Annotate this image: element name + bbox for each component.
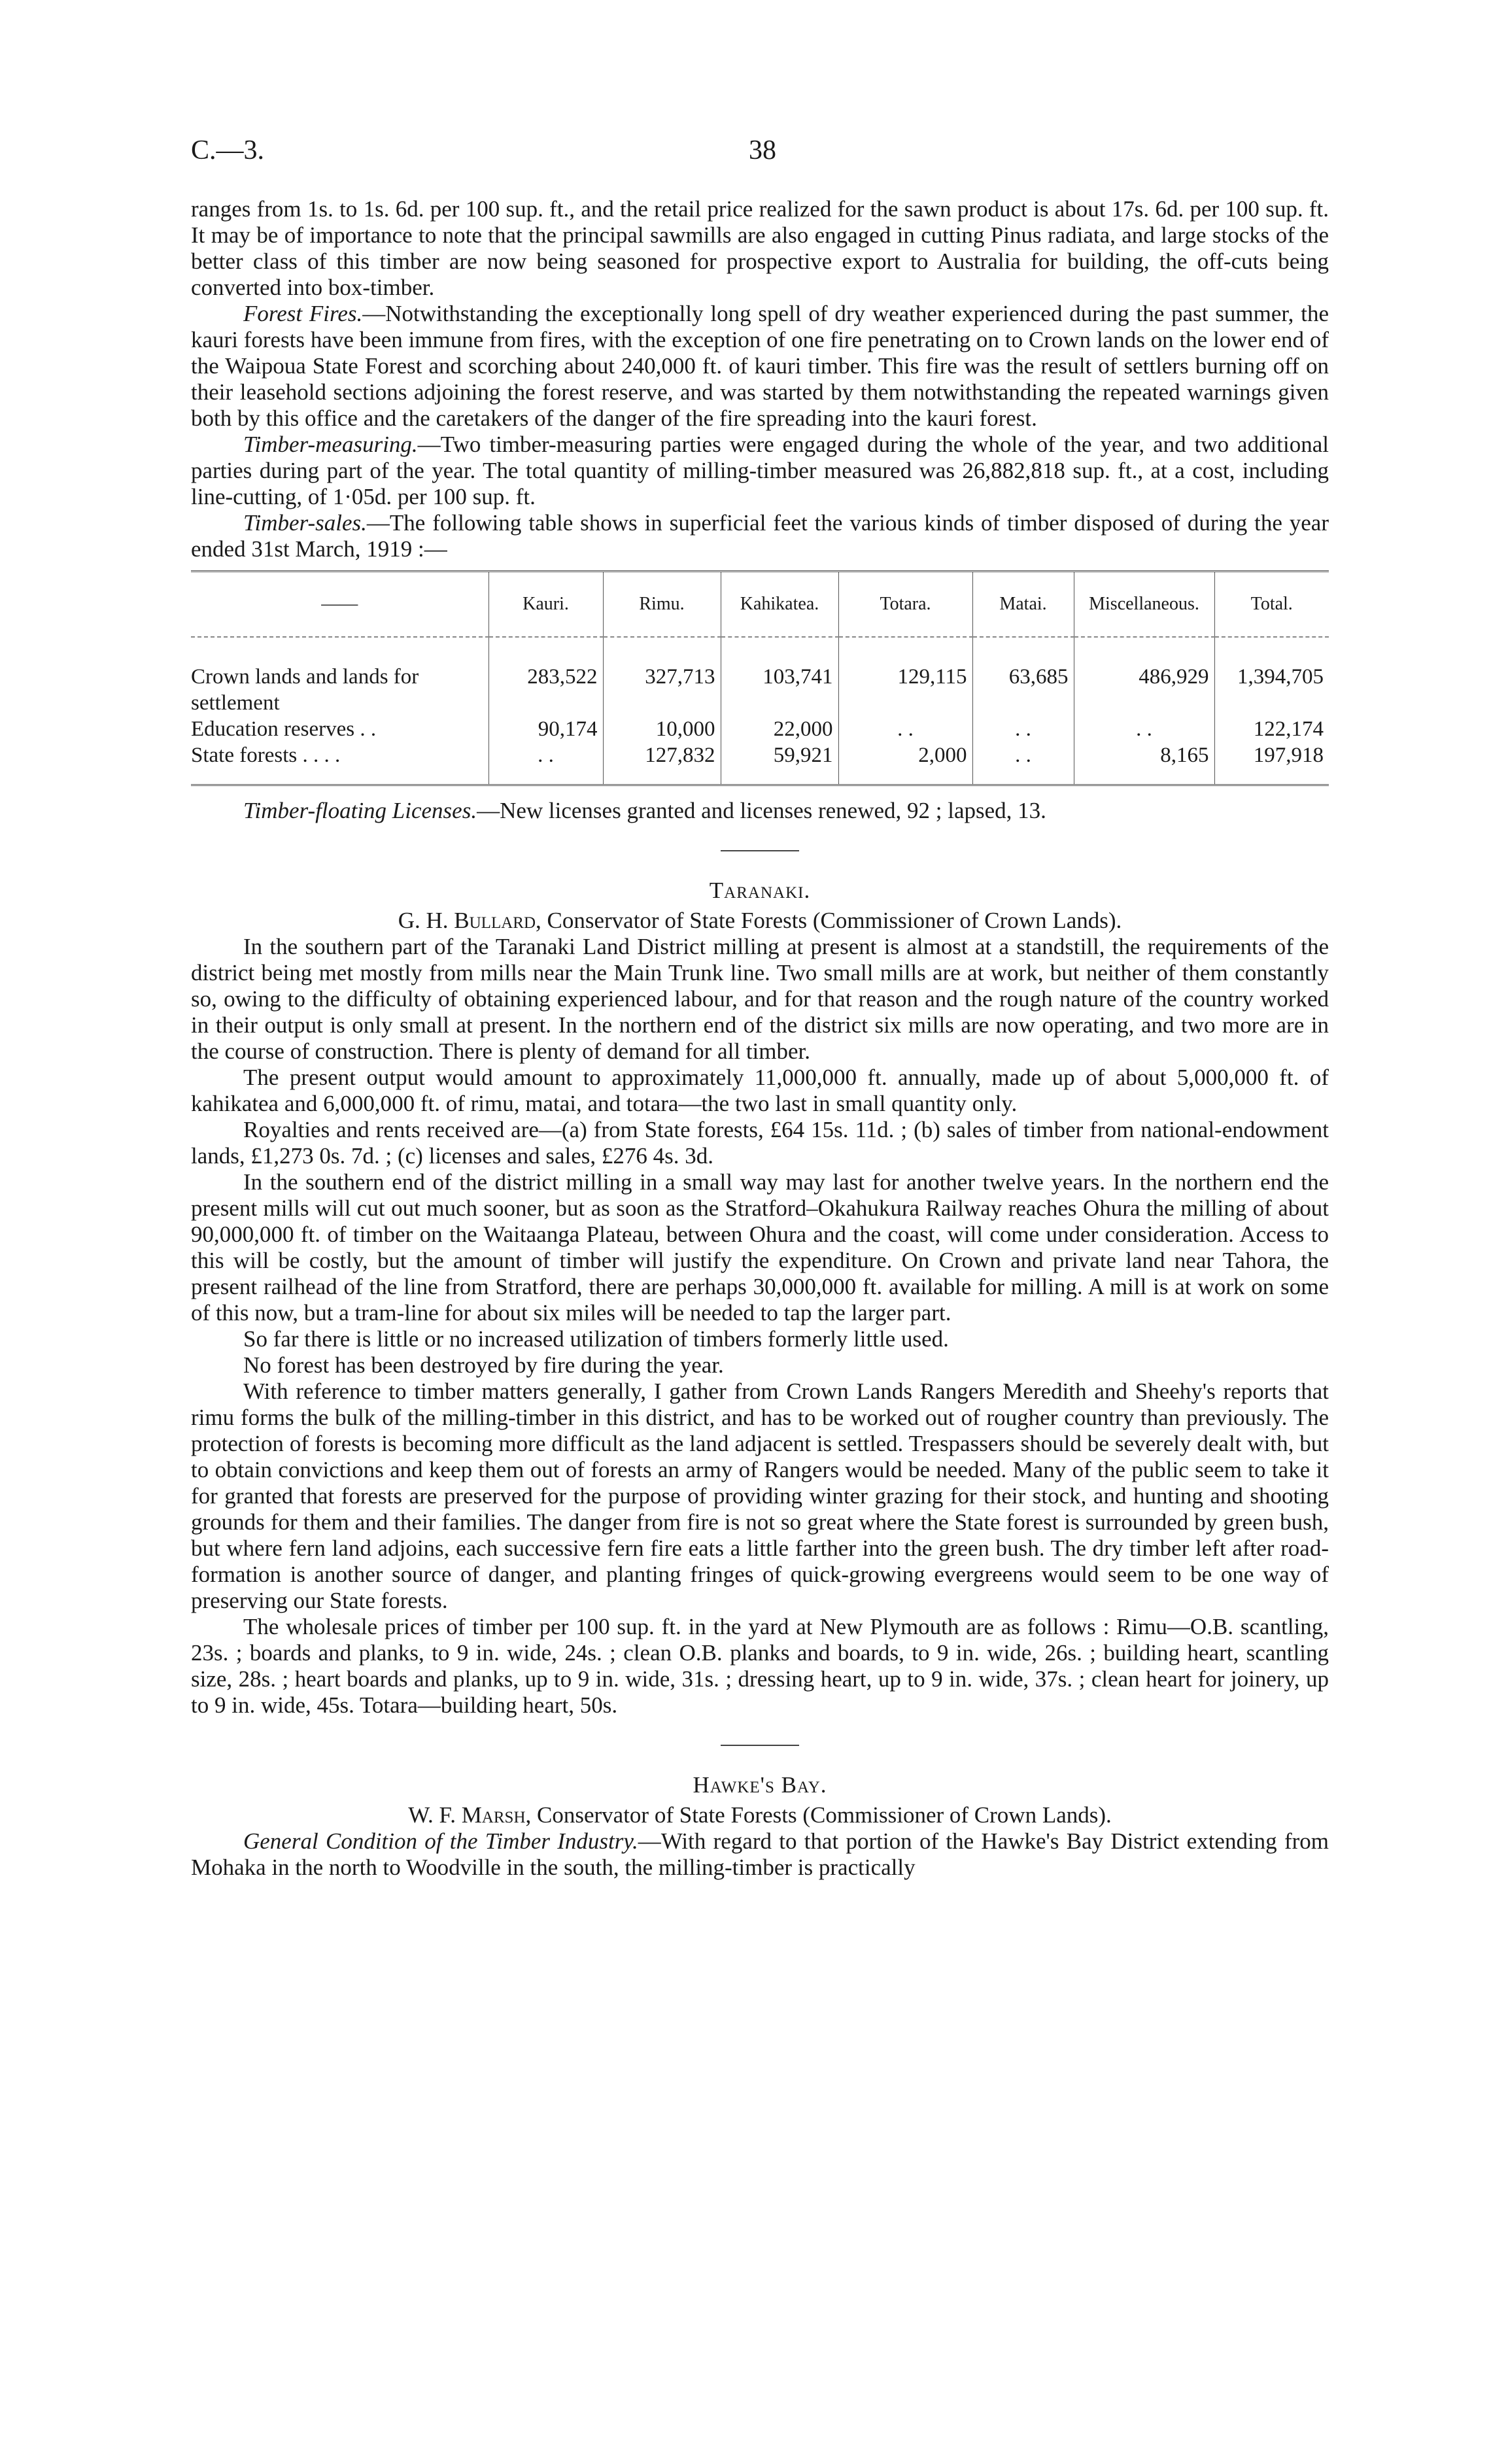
table-cell: 197,918 — [1214, 742, 1329, 785]
paragraph-text: —Two timber-measuring parties were engaged during the whole of the year, and two additional parties during part of the year. The total quantity of milling-timber measured was 26,882,818 sup. ft., at a cost, including line-cutting, of 1·05d. per 100 sup. ft. — [191, 432, 1329, 509]
paragraph-continuation: ranges from 1s. to 1s. 6d. per 100 sup. ft., and the retail price realized for the sawn product is about 17s. 6d. per 100 sup. ft. It may be of importance to note that the principal sawmills are also engaged in cutting Pinus radiata, and large stocks of the better class of this timber are now being seasoned for prospective export to Australia for building, the off-cuts being converted into box-timber. — [191, 196, 1329, 300]
paragraph-timber-measuring — [191, 432, 1329, 510]
paragraph: Royalties and rents received are—(a) from State forests, £64 15s. 11d. ; (b) sales of timber from national-endowment lands, £1,273 0s. 7d. ; (c) licenses and sales, £276 4s. 3d. — [191, 1117, 1329, 1169]
table-cell: . . — [972, 742, 1074, 785]
section-divider — [721, 850, 799, 851]
table-cell: 103,741 — [721, 664, 838, 716]
conservator-line — [191, 1802, 1329, 1828]
paragraph: In the southern part of the Taranaki Land District milling at present is almost at a standstill, the requirements of the district being met mostly from mills near the Main Trunk line. Two small mills are at work, but neither of them constantly so, owing to the difficulty of obtaining experienced labour, and for that reason and the rough nature of the country worked in their output is only small at present. In the northern end of the district six mills are now operating, and two more are in the course of construction. There is plenty of demand for all timber. — [191, 934, 1329, 1064]
table-cell: 59,921 — [721, 742, 838, 785]
conservator-name: W. F. Marsh — [408, 1802, 526, 1828]
table-header: Miscellaneous. — [1074, 572, 1214, 638]
table-cell: Education reserves . . — [191, 717, 377, 741]
table-cell: . . — [972, 716, 1074, 742]
table-cell: Crown lands and lands for settlement — [191, 665, 419, 715]
paragraph: The present output would amount to approximately 11,000,000 ft. annually, made up of about 5,000,000 ft. of kahikatea and 6,000,000 ft. of rimu, matai, and totara—the two last in small quantity only. — [191, 1065, 1329, 1116]
table-cell: 129,115 — [838, 664, 972, 716]
table-cell: 127,832 — [603, 742, 721, 785]
table-cell: 283,522 — [488, 664, 603, 716]
table-cell: 327,713 — [603, 664, 721, 716]
table-cell: 486,929 — [1074, 664, 1214, 716]
section-heading-hawkes-bay: Hawke's Bay. — [693, 1772, 827, 1798]
table-row — [191, 664, 1329, 716]
conservator-name: G. H. Bullard — [398, 908, 536, 933]
paragraph-general-condition — [191, 1828, 1329, 1881]
table-cell: . . — [838, 716, 972, 742]
table-cell: 2,000 — [838, 742, 972, 785]
table-cell: 122,174 — [1214, 716, 1329, 742]
table-cell: 63,685 — [972, 664, 1074, 716]
section-heading-taranaki: Taranaki. — [709, 878, 811, 903]
paragraph-text: —New licenses granted and licenses renewed, 92 ; lapsed, 13. — [477, 798, 1046, 823]
run-in-heading: General Condition of the Timber Industry. — [243, 1828, 638, 1854]
table-cell: 90,174 — [488, 716, 603, 742]
run-in-heading: Timber-sales. — [243, 510, 367, 536]
table-spacer — [191, 637, 1329, 664]
paragraph: In the southern end of the district milling in a small way may last for another twelve years. In the northern end the present mills will cut out much sooner, but as soon as the Stratford–Okahukura Railway reaches Ohura the milling of about 90,000,000 ft. of timber on the Waitaanga Plateau, between Ohura and the coast, will come under consideration. Access to this will be costly, but the amount of timber will justify the expenditure. On Crown and private land near Tahora, the present railhead of the line from Stratford, there are perhaps 30,000,000 ft. available for milling. A mill is at work on some of this now, but a tram-line for about six miles will be needed to tap the larger part. — [191, 1169, 1329, 1326]
paragraph-text: —With regard to that portion of the Hawke's Bay District extending from Mohaka in the north to Woodville in the south, the milling-timber is practically — [191, 1828, 1329, 1880]
section-divider — [721, 1745, 799, 1746]
page-body — [191, 196, 1329, 1881]
page-number: 38 — [749, 135, 776, 165]
table-header: Total. — [1214, 572, 1329, 638]
paragraph: So far there is little or no increased utilization of timbers formerly little used. — [243, 1326, 949, 1352]
paragraph: With reference to timber matters generally, I gather from Crown Lands Rangers Meredith and Sheehy's reports that rimu forms the bulk of the milling-timber in this district, and has to be worked out of rougher country than previously. The protection of forests is becoming more difficult as the land adjacent is settled. Trespassers should be severely dealt with, but to obtain convictions and keep them out of forests an army of Rangers would be needed. Many of the public seem to take it for granted that forests are preserved for the purpose of providing winter grazing for their stock, and hunting and shooting grounds for them and their families. The danger from fire is not so great where the State forest is surrounded by green bush, but where fern land adjoins, each successive fern fire eats a little farther into the green bush. The dry timber left after road-formation is another source of danger, and planting fringes of quick-growing evergreens would seem to be one way of preserving our State forests. — [191, 1378, 1329, 1613]
run-in-heading: Timber-measuring. — [243, 432, 418, 457]
report-code: C.—3. — [191, 135, 265, 165]
table-header: —— — [191, 572, 488, 638]
timber-sales-table — [191, 570, 1329, 786]
table-cell: 10,000 — [603, 716, 721, 742]
paragraph: The wholesale prices of timber per 100 sup. ft. in the yard at New Plymouth are as follows : Rimu—O.B. scantling, 23s. ; boards and planks, to 9 in. wide, 24s. ; clean O.B. planks and boards, to 9 in. wide, 26s. ; building heart, scantling size, 28s. ; heart boards and planks, up to 9 in. wide, 31s. ; dressing heart, up to 9 in. wide, 37s. ; clean heart for joinery, up to 9 in. wide, 45s. Totara—building heart, 50s. — [191, 1614, 1329, 1718]
conservator-role: , Conservator of State Forests (Commissioner of Crown Lands). — [536, 908, 1122, 933]
table-cell: State forests . . . . — [191, 742, 488, 785]
table-header: Kauri. — [488, 572, 603, 638]
paragraph-forest-fires — [191, 301, 1329, 432]
paragraph-timber-sales — [191, 510, 1329, 562]
run-in-heading: Timber-floating Licenses. — [243, 798, 477, 823]
table-row — [191, 742, 1329, 785]
paragraph-text: —Notwithstanding the exceptionally long spell of dry weather experienced during the past summer, the kauri forests have been immune from fires, with the exception of one fire penetrating on to Crown lands on the lower end of the Waipoua State Forest and scorching about 240,000 ft. of kauri timber. This fire was the result of settlers burning off on their leasehold sections adjoining the forest reserve, and was started by them notwithstanding the repeated warnings given both by this office and the caretakers of the danger of the fire spreading into the kauri forest. — [191, 301, 1329, 431]
table-header: Kahikatea. — [721, 572, 838, 638]
paragraph-timber-floating — [191, 798, 1329, 824]
paragraph-text: —The following table shows in superficial feet the various kinds of timber disposed of during the year ended 31st March, 1919 :— — [191, 510, 1329, 562]
run-in-heading: Forest Fires. — [243, 301, 363, 326]
table-cell: . . — [488, 742, 603, 785]
table-cell: . . — [1074, 716, 1214, 742]
table-cell: 22,000 — [721, 716, 838, 742]
table-header: Matai. — [972, 572, 1074, 638]
conservator-line — [191, 908, 1329, 934]
table-cell: 1,394,705 — [1214, 664, 1329, 716]
table-cell: 8,165 — [1074, 742, 1214, 785]
table-row — [191, 716, 1329, 742]
conservator-role: , Conservator of State Forests (Commissioner of Crown Lands). — [525, 1802, 1112, 1828]
table-header-row — [191, 572, 1329, 638]
table-header: Totara. — [838, 572, 972, 638]
table-header: Rimu. — [603, 572, 721, 638]
paragraph: No forest has been destroyed by fire during the year. — [243, 1352, 724, 1378]
